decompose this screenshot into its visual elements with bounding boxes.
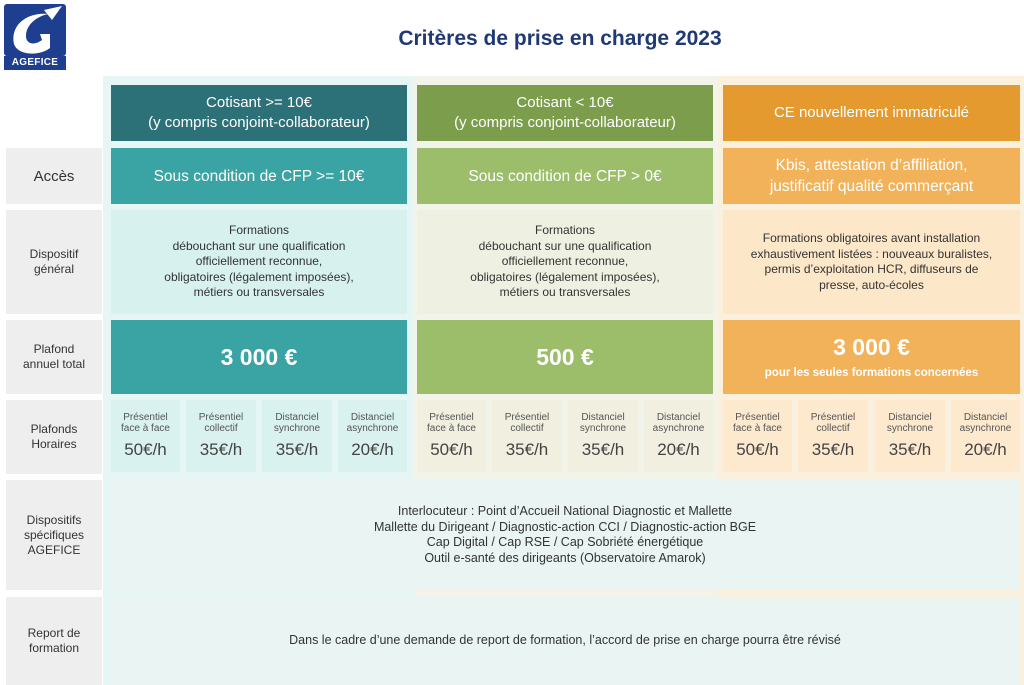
row-label-specifiques: Dispositifs spécifiques AGEFICE	[6, 480, 102, 590]
row-label-horaires: Plafonds Horaires	[6, 400, 102, 474]
acces-cell-3: Kbis, attestation d’affiliation, justificatif qualité commerçant	[723, 148, 1020, 204]
hourly-cell-1-1: Présentiel face à face 50€/h	[111, 400, 180, 472]
row-label-dispositif: Dispositif général	[6, 210, 102, 314]
row-label-plafond: Plafond annuel total	[6, 320, 102, 394]
hourly-cell-2-2: Présentiel collectif 35€/h	[492, 400, 562, 472]
column-header-2: Cotisant < 10€ (y compris conjoint-collaborateur)	[417, 85, 713, 141]
dispositif-cell-1: Formations débouchant sur une qualification officiellement reconnue, obligatoires (légalement imposées), métiers ou transversales	[111, 210, 407, 314]
hourly-cell-3-4: Distanciel asynchrone 20€/h	[951, 400, 1020, 472]
agefice-logo	[4, 4, 66, 70]
acces-cell-2: Sous condition de CFP > 0€	[417, 148, 713, 204]
hourly-cell-1-4: Distanciel asynchrone 20€/h	[338, 400, 407, 472]
hourly-cell-2-1: Présentiel face à face 50€/h	[417, 400, 486, 472]
hourly-cell-3-2: Présentiel collectif 35€/h	[798, 400, 868, 472]
logo-swoosh-icon	[4, 4, 66, 56]
specifiques-cell: Interlocuteur : Point d’Accueil National Diagnostic et Mallette Mallette du Dirigeant / Diagnostic-action CCI / Diagnostic-action BGE Cap Digital / Cap RSE / Cap Sobriété énergétique Outil e-santé des dirigeants (Observatoire Amarok)	[110, 480, 1020, 590]
plafond-cell-1: 3 000 €	[111, 320, 407, 394]
plafond-cell-3: 3 000 € pour les seules formations concernées	[723, 320, 1020, 394]
dispositif-cell-2: Formations débouchant sur une qualification officiellement reconnue, obligatoires (légalement imposées), métiers ou transversales	[417, 210, 713, 314]
report-cell: Dans le cadre d’une demande de report de formation, l’accord de prise en charge pourra être révisé	[110, 597, 1020, 685]
dispositif-cell-3: Formations obligatoires avant installation exhaustivement listées : nouveaux buralistes, permis d’exploitation HCR, diffuseurs de presse, auto-écoles	[723, 210, 1020, 314]
hourly-cell-3-3: Distanciel synchrone 35€/h	[875, 400, 945, 472]
hourly-cell-1-2: Présentiel collectif 35€/h	[186, 400, 256, 472]
page-title: Critères de prise en charge 2023	[398, 27, 722, 50]
hourly-cell-2-3: Distanciel synchrone 35€/h	[568, 400, 638, 472]
logo-mark	[4, 4, 66, 56]
column-header-3: CE nouvellement immatriculé	[723, 85, 1020, 141]
hourly-cell-2-4: Distanciel asynchrone 20€/h	[644, 400, 713, 472]
hourly-cell-1-3: Distanciel synchrone 35€/h	[262, 400, 332, 472]
acces-cell-1: Sous condition de CFP >= 10€	[111, 148, 407, 204]
logo-wordmark: AGEFICE	[4, 56, 66, 70]
row-label-report: Report de formation	[6, 597, 102, 685]
column-header-1: Cotisant >= 10€ (y compris conjoint-collaborateur)	[111, 85, 407, 141]
plafond-cell-2: 500 €	[417, 320, 713, 394]
row-label-acces: Accès	[6, 148, 102, 204]
hourly-cell-3-1: Présentiel face à face 50€/h	[723, 400, 792, 472]
